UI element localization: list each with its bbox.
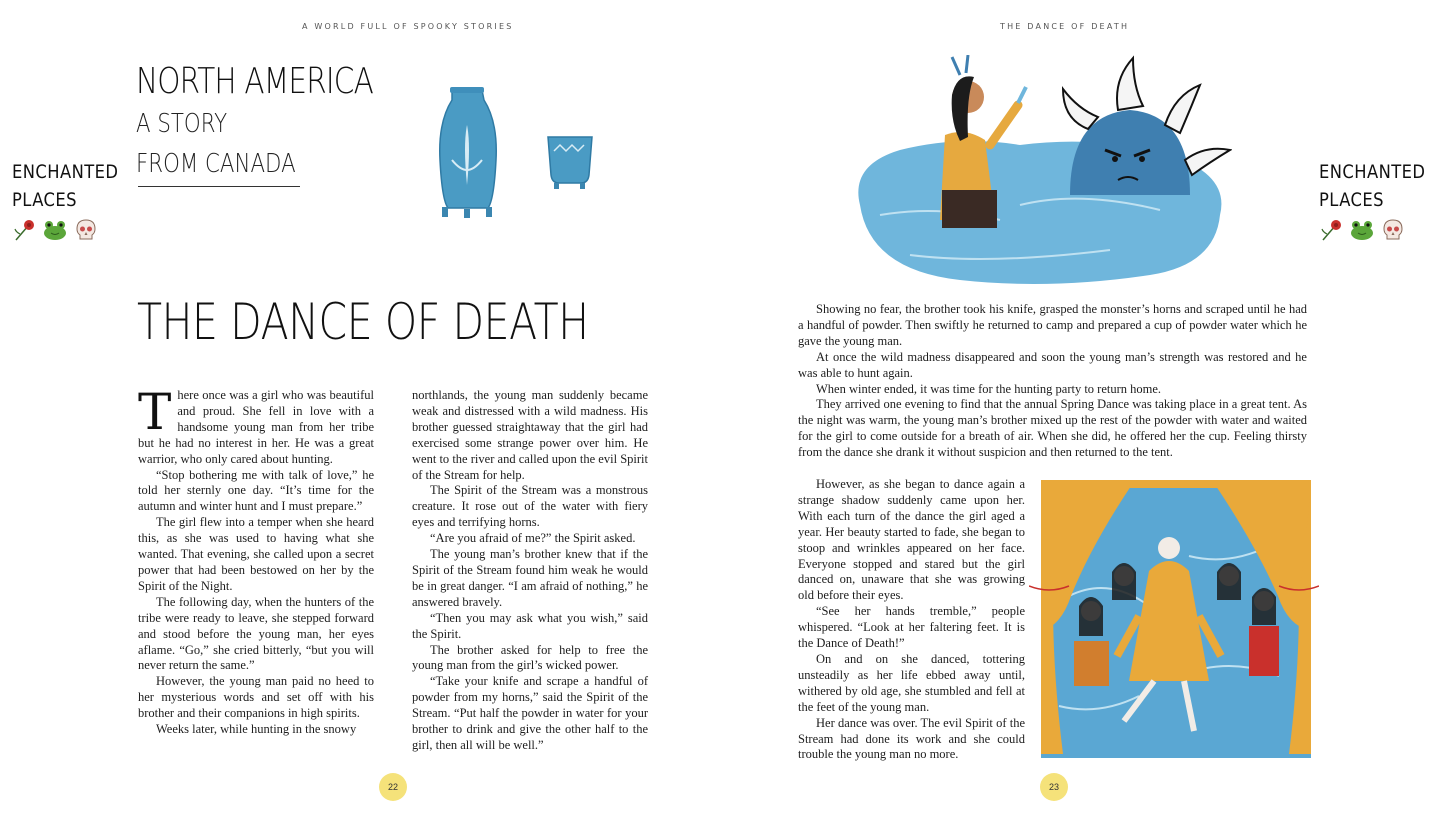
- page-number-left: 22: [379, 773, 407, 801]
- subtitle-underline: [138, 186, 300, 187]
- dance-tent-illustration: [1029, 476, 1319, 761]
- left-page: [0, 0, 722, 828]
- paragraph: However, the young man paid no heed to her mysterious words and set off with his brother and their companions in high spirits.: [138, 674, 374, 721]
- section-label-line-1: ENCHANTED: [1319, 161, 1426, 183]
- region-heading: [136, 60, 425, 184]
- section-icons: [1319, 218, 1443, 242]
- paragraph: Showing no fear, the brother took his knife, grasped the monster’s horns and scraped until he had a handful of powder. Then swiftly he returned to camp and prepared a cup of powder water which he gave the young man.: [798, 302, 1307, 348]
- right-page: [722, 0, 1445, 828]
- drop-cap: T: [138, 383, 172, 441]
- paragraph: “See her hands tremble,” people whispered. “Look at her faltering feet. It is the Dance of Death!”: [798, 604, 1025, 651]
- paragraph: At once the wild madness disappeared and soon the young man’s strength was restored and he was able to hunt again.: [798, 349, 1307, 380]
- left-column-1: [138, 383, 374, 738]
- right-top-text: [798, 302, 1307, 461]
- rose-icon: [1319, 218, 1343, 242]
- section-label-line-2: PLACES: [12, 189, 77, 211]
- section-label-left: [12, 158, 136, 242]
- paragraph: “Take your knife and scrape a handful of powder from my horns,” said the Spirit of the Stream. “Put half the powder in water for your brother to drink and give the other half to the girl, then all will be well.”: [412, 674, 648, 752]
- paragraph: “Stop bothering me with talk of love,” he told her sternly one day. “It’s time for the autumn and winter hunt and I must prepare.”: [138, 467, 374, 514]
- tall-vase: [440, 87, 497, 218]
- paragraph: northlands, the young man suddenly became weak and distressed with a wild madness. His brother guessed straightaway that the girl had exercised some strange power over him. He went to the river and called upon the evil Spirit of the Stream for help.: [412, 388, 648, 482]
- section-label-right: [1319, 158, 1443, 242]
- paragraph: Her dance was over. The evil Spirit of the Stream had done its work and she could trouble the young man no more.: [798, 715, 1025, 762]
- frog-icon: [42, 219, 68, 241]
- paragraph: Weeks later, while hunting in the snowy: [156, 722, 357, 737]
- water-spirit-illustration: [850, 55, 1232, 290]
- right-narrow-text: [798, 477, 1025, 763]
- paragraph: On and on she danced, tottering unsteadily as her life ebbed away until, withered by old age, she stumbled and fell at the feet of the young man.: [798, 651, 1025, 714]
- paragraph: The Spirit of the Stream was a monstrous creature. It rose out of the water with fiery eyes and terrifying horns.: [412, 483, 648, 530]
- paragraph: However, as she began to dance again a strange shadow suddenly came upon her. With each turn of the dance the girl aged a year. Her beauty started to fade, she began to stoop and wrinkles appeared on her face. Everyone stopped and stared but the girl danced on, unaware that she was growing old before their eyes.: [798, 477, 1025, 603]
- paragraph: The following day, when the hunters of the tribe were ready to leave, she stepped forward and stood before the young man, her eyes aflame. “Go,” she cried bitterly, “but you will never return the same.”: [138, 594, 374, 673]
- paragraph: [138, 383, 374, 468]
- small-cup: [548, 137, 592, 189]
- paragraph: The girl flew into a temper when she heard this, as she was used to having what she wanted. That evening, she called upon a secret power that had been bestowed on her by the Spirit of the Night.: [138, 515, 374, 593]
- running-head-right: THE DANCE OF DEATH: [1000, 22, 1130, 31]
- paragraph: They arrived one evening to find that the annual Spring Dance was taking place in a great tent. As the night was warm, the young man’s brother mixed up the rest of the powder with water and waited for the girl to come outside for a breath of air. When she did, he offered her the cup. Feeling thirsty from the dance she drank it without suspicion and then returned to the tent.: [798, 397, 1307, 460]
- skull-icon: [1381, 218, 1405, 242]
- left-column-2: [412, 388, 648, 754]
- paragraph: The young man’s brother knew that if the Spirit of the Stream found him weak he would be in great danger. “I am afraid of nothing,” he answered bravely.: [412, 547, 648, 609]
- pottery-illustration: [430, 85, 605, 225]
- section-icons: [12, 218, 136, 242]
- paragraph: “Are you afraid of me?” the Spirit asked.: [430, 531, 636, 546]
- subtitle-line-2: FROM CANADA: [136, 149, 296, 179]
- page-number-right: 23: [1040, 773, 1068, 801]
- paragraph: The brother asked for help to free the young man from the girl’s wicked power.: [412, 642, 648, 673]
- paragraph: When winter ended, it was time for the hunting party to return home.: [816, 381, 1162, 396]
- frog-icon: [1349, 219, 1375, 241]
- subtitle-line-1: A STORY: [136, 109, 228, 139]
- paragraph-text: here once was a girl who was beautiful and proud. She fell in love with a handsome young man from her tribe but he had no interest in her. He was a great warrior, who only cared about hunting.: [138, 388, 374, 466]
- skull-icon: [74, 218, 98, 242]
- paragraph: “Then you may ask what you wish,” said the Spirit.: [412, 610, 648, 641]
- rose-icon: [12, 218, 36, 242]
- story-title: THE DANCE OF DEATH: [137, 293, 589, 351]
- section-label-line-2: PLACES: [1319, 189, 1384, 211]
- section-label-line-1: ENCHANTED: [12, 161, 119, 183]
- running-head-left: A WORLD FULL OF SPOOKY STORIES: [302, 22, 514, 31]
- region-title: NORTH AMERICA: [136, 61, 373, 102]
